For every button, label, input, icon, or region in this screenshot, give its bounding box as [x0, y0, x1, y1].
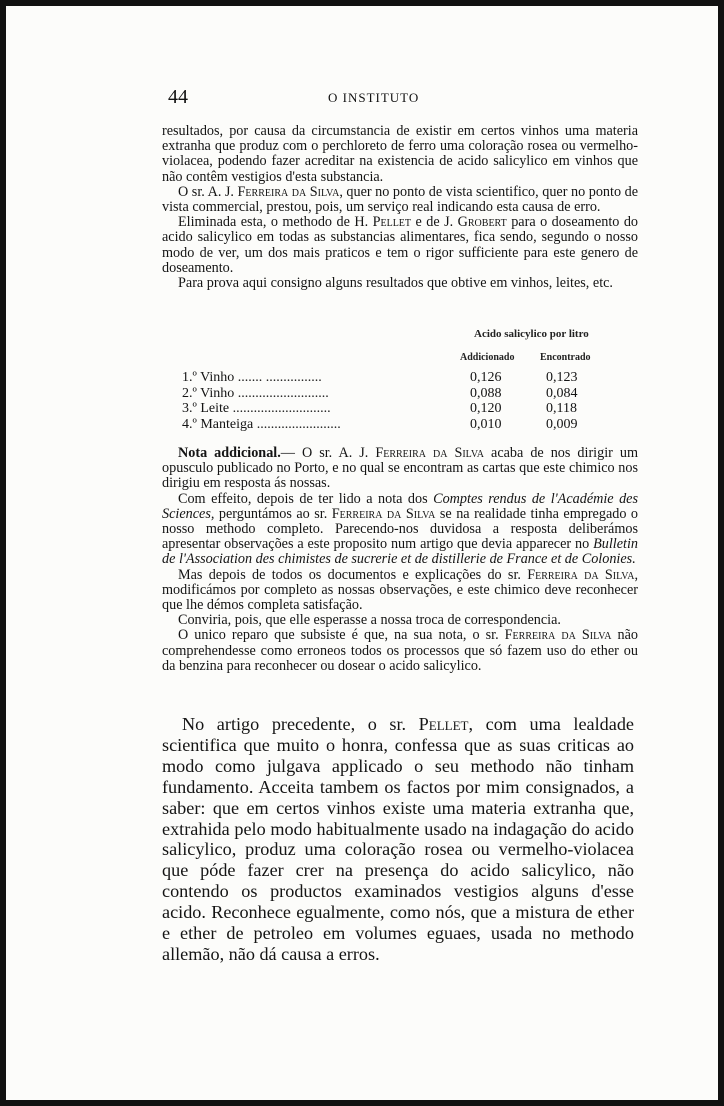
paragraph-1: resultados, por causa da circumstancia de existir em certos vinhos uma materia extranha que produz com o perchloreto de ferro uma coloração rosea ou vermelho-violacea, podendo fazer acreditar na existencia de acido salicylico em vinhos que não contêm vestigios d'esta substancia. [162, 123, 638, 185]
author-name: Ferreira da Silva [331, 505, 436, 522]
page-header [168, 86, 636, 110]
nota-paragraph-4: Conviria, pois, que elle esperasse a nossa troca de correspondencia. [178, 612, 561, 629]
upper-text-block [162, 124, 638, 291]
page: 44 O INSTITUTO resultados, por causa da circumstancia de existir em certos vinhos uma materia extranha que produz com o perchloreto de ferro uma coloração rosea ou vermelho-violacea, podendo fazer acreditar na existencia de acido salicylico em vinhos que não contêm vestigios d'esta substancia. O sr. A. J. Ferreira da Silva, quer no ponto de vista scientifico, quer no ponto de vista commercial, prestou, pois, um serviço real indicando esta causa de erro. Eliminada esta, o methodo de H. Pellet e de J. Grobert para o doseamento do acido salicylico em todas as substancias alimentares, fica sendo, segundo o nosso modo de ver, um dos mais praticos e tem o rigor sufficiente para este genero de doseamento. Para prova aqui consigno alguns resultados que obtive em vinhos, leites, etc. Acido salicylico por litro Addicionado Encontrado 1.º Vinho ....... ................ 0,126 0,123 2.º Vinho .......................... 0,088 0,084 3.º Leite ............................ 0,120 0,118 4.º Manteiga ........................ 0,010 0,009 Nota addicional.— O sr. A. J. Ferreira da Silva acaba de nos dirigir um opusculo publicado no Porto, e no qual se encontram as cartas que este chimico nos dirigiu em resposta ás nossas. Com effeito, depois de ter lido a nota dos Comptes rendus de l'Académie des Sciences, perguntámos ao sr. Ferreira da Silva se na realidade tinha empregado o nosso methodo completo. Parecendo-nos duvidosa a resposta deliberámos apresentar observações a este proposito num artigo que devia apparecer no Bulletin de l'Association des chimistes de sucrerie et de distillerie de France et de Colonies. Mas depois de todos os documentos e explicações do sr. Ferreira da Silva, modificámos por completo as nossas observações, e este chimico deve reconhecer que lhe démos completa satisfação. Conviria, pois, que elle esperasse a nossa troca de correspondencia. O unico reparo que subsiste é que, na sua nota, o sr. Ferreira da Silva não comprehendesse como erroneos todos os processos que só fazem uso do ether ou da benzina para reconhecer ou dosear o acido salicylico. No artigo precedente, o sr. Pellet, com uma lealdade scientifica que muito o honra, confessa que as suas criticas ao modo como julgava applicado o seu methodo não tinham fundamento. Acceita tambem os factos por mim consignados, a saber: que em certos vinhos existe uma materia extranha que, extrahida pelo modo habitualmente usado na indagação do acido salicylico, produz uma coloração rosea ou vermelho-violacea que póde fazer crer na presença do acido salicylico, não contendo os productos examinados vestigios alguns d'esse acido. Reconhece egualmente, como nós, que a mistura de ether e ether de petroleo em volumes eguaes, usada no methodo allemão, não dá causa a erros. [6, 6, 718, 1100]
page-number: 44 [168, 86, 188, 108]
paragraph-2: O sr. A. J. Ferreira da Silva, quer no ponto de vista scientifico, quer no ponto de vista commercial, prestou, pois, um serviço real indicando esta causa de erro. [162, 183, 638, 216]
nota-addicional-block [162, 446, 638, 674]
nota-paragraph-2: Com effeito, depois de ter lido a nota dos Comptes rendus de l'Académie des Sciences, perguntámos ao sr. Ferreira da Silva se na realidade tinha empregado o nosso methodo completo. Parecendo-nos duvidosa a resposta deliberámos apresentar observações a este proposito num artigo que devia apparecer no Bulletin de l'Association des chimistes de sucrerie et de distillerie de France et de Colonies. [162, 490, 639, 568]
table-row: 4.º Manteiga ........................ 0,010 0,009 [182, 416, 578, 432]
author-name: Pellet [372, 214, 412, 231]
journal-title: Comptes rendus de l'Académie des Sciences, [162, 490, 638, 522]
column-header-found: Encontrado [540, 352, 591, 363]
table-row: 3.º Leite ............................ 0,120 0,118 [182, 401, 577, 416]
column-header-added: Addicionado [460, 352, 515, 363]
author-name: Ferreira da Silva [237, 183, 340, 200]
nota-label: Nota addicional. [178, 445, 281, 461]
main-article-text [162, 714, 634, 965]
author-name: Ferreira da Silva [375, 445, 485, 461]
table-row: 1.º Vinho ....... ................ 0,126 0,123 [182, 370, 578, 385]
nota-paragraph-1: Nota addicional.— O sr. A. J. Ferreira da Silva acaba de nos dirigir um opusculo publicado no Porto, e no qual se encontram as cartas que este chimico nos dirigiu em resposta ás nossas. [162, 445, 639, 492]
paragraph-3: Eliminada esta, o methodo de H. Pellet e de J. Grobert para o doseamento do acido salicylico em todas as substancias alimentares, fica sendo, segundo o nosso modo de ver, um dos mais praticos e tem o rigor sufficiente para este genero de doseamento. [162, 214, 639, 276]
results-table [182, 370, 622, 432]
table-row: 2.º Vinho .......................... 0,088 0,084 [182, 385, 578, 401]
author-name: Ferreira da Silva [527, 566, 635, 583]
paragraph-4: Para prova aqui consigno alguns resultados que obtive em vinhos, leites, etc. [178, 275, 613, 292]
journal-title: Bulletin de l'Association des chimistes de sucrerie et de distillerie de France et de Colonies. [162, 536, 639, 568]
main-paragraph: No artigo precedente, o sr. Pellet, com uma lealdade scientifica que muito o honra, confessa que as suas criticas ao modo como julgava applicado o seu methodo não tinham fundamento. Acceita tambem os factos por mim consignados, a saber: que em certos vinhos existe uma materia extranha que, extrahida pelo modo habitualmente usado na indagação do acido salicylico, produz uma coloração rosea ou vermelho-violacea que póde fazer crer na presença do acido salicylico, não contendo os productos examinados vestigios alguns d'esse acido. Reconhece egualmente, como nós, que a mistura de ether e ether de petroleo em volumes eguaes, usada no methodo allemão, não dá causa a erros. [162, 714, 634, 964]
running-title: O INSTITUTO [328, 90, 420, 105]
nota-paragraph-3: Mas depois de todos os documentos e explicações do sr. Ferreira da Silva, modificámos por completo as nossas observações, e este chimico deve reconhecer que lhe démos completa satisfação. [162, 566, 638, 614]
author-name: Pellet [418, 714, 469, 734]
author-name: Grobert [457, 214, 507, 231]
nota-paragraph-5: O unico reparo que subsiste é que, na sua nota, o sr. Ferreira da Silva não comprehendesse como erroneos todos os processos que só fazem uso do ether ou da benzina para reconhecer ou dosear o acido salicylico. [162, 627, 638, 674]
author-name: Ferreira da Silva [504, 627, 612, 644]
